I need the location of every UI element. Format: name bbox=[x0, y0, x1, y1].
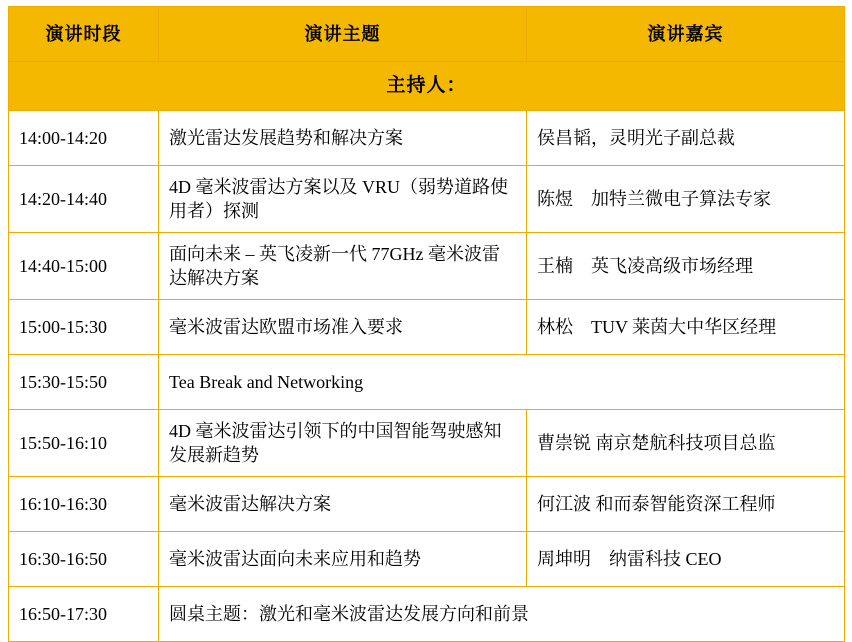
cell-topic: 毫米波雷达欧盟市场准入要求 bbox=[159, 300, 527, 355]
table-row bbox=[9, 166, 845, 233]
table-row bbox=[9, 532, 845, 587]
cell-time: 14:20-14:40 bbox=[9, 166, 159, 233]
column-header-time: 演讲时段 bbox=[9, 7, 159, 62]
table-row bbox=[9, 477, 845, 532]
cell-guest: 曹崇锐 南京楚航科技项目总监 bbox=[527, 410, 845, 477]
cell-topic: 毫米波雷达解决方案 bbox=[159, 477, 527, 532]
cell-topic: 激光雷达发展趋势和解决方案 bbox=[159, 111, 527, 166]
agenda-table bbox=[8, 6, 845, 642]
table-header bbox=[9, 7, 845, 62]
cell-time: 15:50-16:10 bbox=[9, 410, 159, 477]
cell-topic: 面向未来 – 英飞凌新一代 77GHz 毫米波雷达解决方案 bbox=[159, 233, 527, 300]
cell-guest: 何江波 和而泰智能资深工程师 bbox=[527, 477, 845, 532]
cell-time: 16:50-17:30 bbox=[9, 587, 159, 642]
cell-time: 16:30-16:50 bbox=[9, 532, 159, 587]
cell-topic: 4D 毫米波雷达方案以及 VRU（弱势道路使用者）探测 bbox=[159, 166, 527, 233]
cell-time: 14:00-14:20 bbox=[9, 111, 159, 166]
header-row bbox=[9, 7, 845, 62]
cell-time: 15:00-15:30 bbox=[9, 300, 159, 355]
cell-topic: 4D 毫米波雷达引领下的中国智能驾驶感知发展新趋势 bbox=[159, 410, 527, 477]
table-body bbox=[9, 62, 845, 642]
column-header-guest: 演讲嘉宾 bbox=[527, 7, 845, 62]
host-row bbox=[9, 62, 845, 111]
column-header-topic: 演讲主题 bbox=[159, 7, 527, 62]
table-row bbox=[9, 300, 845, 355]
cell-topic-span: Tea Break and Networking bbox=[159, 355, 845, 410]
table-row bbox=[9, 111, 845, 166]
cell-topic-span: 圆桌主题：激光和毫米波雷达发展方向和前景 bbox=[159, 587, 845, 642]
cell-guest: 王楠 英飞凌高级市场经理 bbox=[527, 233, 845, 300]
table-row bbox=[9, 233, 845, 300]
table-row bbox=[9, 410, 845, 477]
cell-guest: 周坤明 纳雷科技 CEO bbox=[527, 532, 845, 587]
cell-guest: 陈煜 加特兰微电子算法专家 bbox=[527, 166, 845, 233]
cell-guest: 林松 TUV 莱茵大中华区经理 bbox=[527, 300, 845, 355]
table-row bbox=[9, 587, 845, 642]
table-row bbox=[9, 355, 845, 410]
cell-time: 15:30-15:50 bbox=[9, 355, 159, 410]
cell-time: 16:10-16:30 bbox=[9, 477, 159, 532]
cell-guest: 侯昌韬，灵明光子副总裁 bbox=[527, 111, 845, 166]
cell-time: 14:40-15:00 bbox=[9, 233, 159, 300]
host-label: 主持人： bbox=[9, 62, 845, 111]
cell-topic: 毫米波雷达面向未来应用和趋势 bbox=[159, 532, 527, 587]
